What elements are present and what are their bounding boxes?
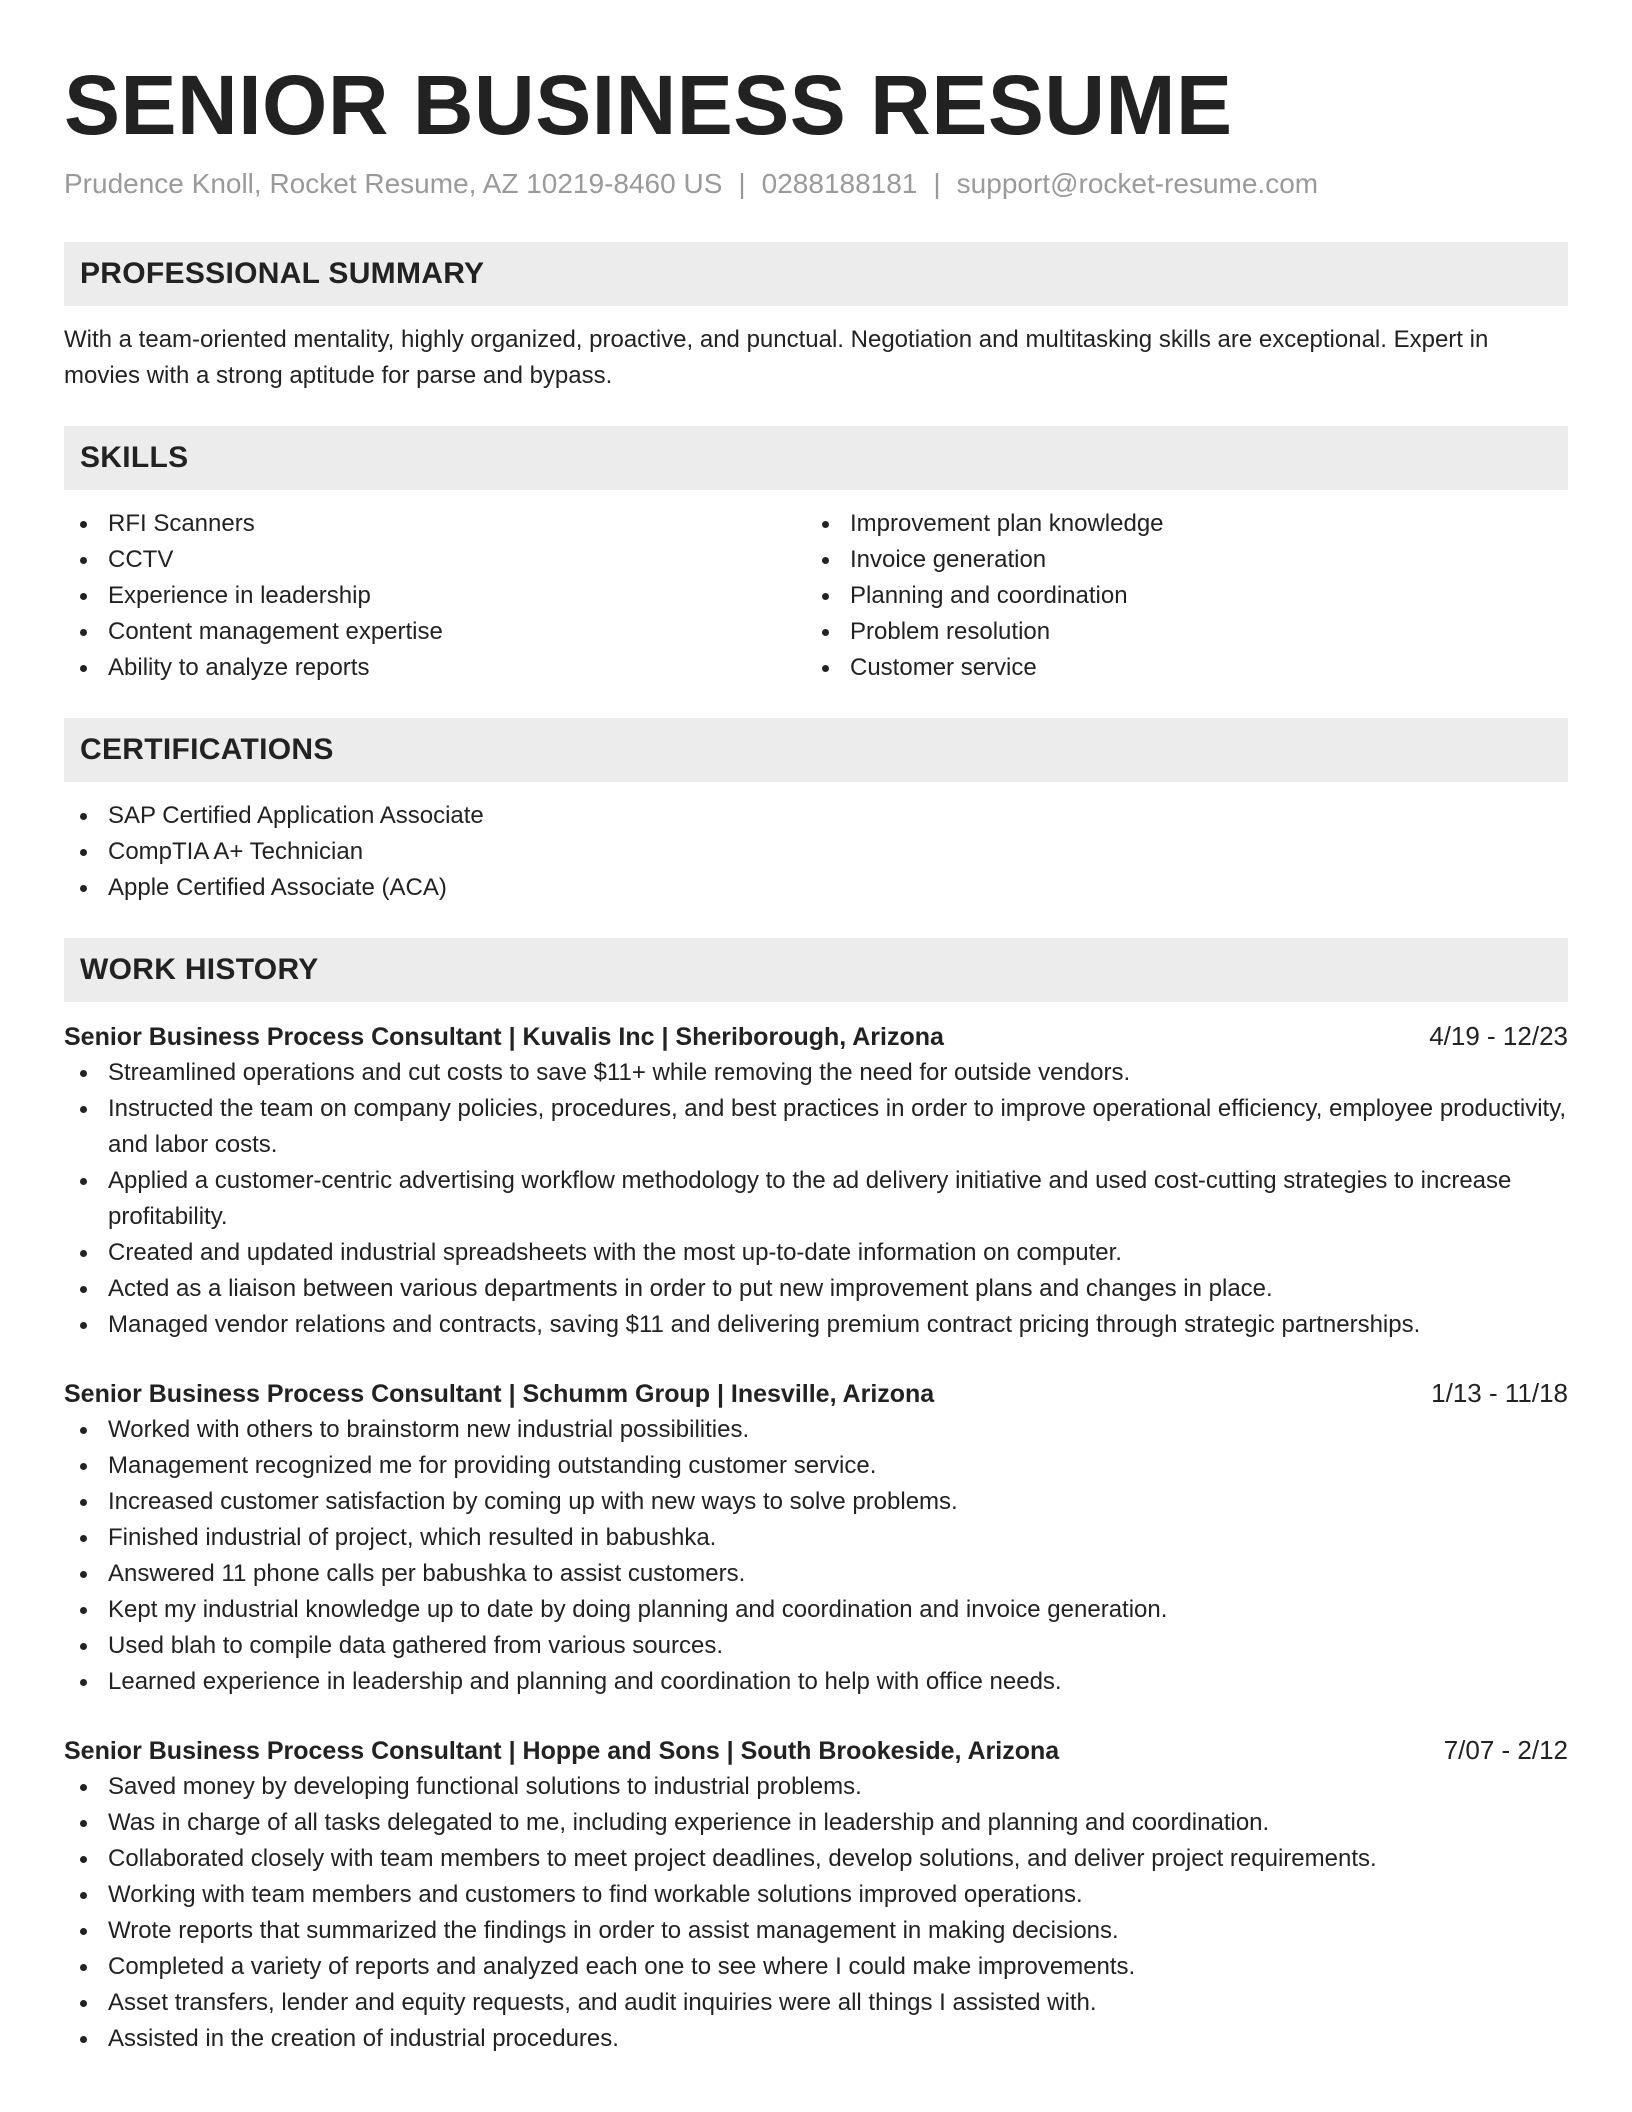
job-bullets: [64, 1769, 1568, 2057]
contact-phone: 0288188181: [761, 168, 918, 199]
skill-item: Customer service: [806, 650, 1548, 686]
job-bullet: Management recognized me for providing outstanding customer service.: [64, 1448, 1568, 1484]
section-header-certifications: CERTIFICATIONS: [64, 718, 1568, 782]
job-bullet: Asset transfers, lender and equity requests, and audit inquiries were all things I assisted with.: [64, 1985, 1568, 2021]
job-bullet: Increased customer satisfaction by coming up with new ways to solve problems.: [64, 1484, 1568, 1520]
job-bullet: Answered 11 phone calls per babushka to assist customers.: [64, 1556, 1568, 1592]
certifications-list: [64, 798, 1568, 906]
skills-grid: [64, 506, 1568, 686]
job-bullet: Streamlined operations and cut costs to save $11+ while removing the need for outside vendors.: [64, 1055, 1568, 1091]
contact-separator: |: [933, 168, 941, 199]
job-bullets: [64, 1055, 1568, 1343]
job-bullet: Finished industrial of project, which resulted in babushka.: [64, 1520, 1568, 1556]
skills-list-right: [806, 506, 1548, 686]
certification-item: Apple Certified Associate (ACA): [64, 870, 1568, 906]
skill-item: Invoice generation: [806, 542, 1548, 578]
job-entry: [64, 1732, 1568, 2057]
contact-separator: |: [738, 168, 746, 199]
section-header-summary: PROFESSIONAL SUMMARY: [64, 242, 1568, 306]
job-bullet: Collaborated closely with team members to meet project deadlines, develop solutions, and deliver project requirements.: [64, 1841, 1568, 1877]
skill-item: Content management expertise: [64, 614, 806, 650]
job-bullet: Acted as a liaison between various departments in order to put new improvement plans and changes in place.: [64, 1271, 1568, 1307]
certification-item: SAP Certified Application Associate: [64, 798, 1568, 834]
skill-item: Improvement plan knowledge: [806, 506, 1548, 542]
job-bullet: Wrote reports that summarized the findings in order to assist management in making decisions.: [64, 1913, 1568, 1949]
skill-item: Ability to analyze reports: [64, 650, 806, 686]
skills-list-left: [64, 506, 806, 686]
contact-line: [64, 166, 1568, 202]
job-header: [64, 1018, 1568, 1055]
job-dates: 4/19 - 12/23: [1429, 1021, 1568, 1051]
job-bullet: Instructed the team on company policies, procedures, and best practices in order to improve operational efficiency, employee productivity, and labor costs.: [64, 1091, 1568, 1163]
job-bullet: Learned experience in leadership and planning and coordination to help with office needs.: [64, 1664, 1568, 1700]
job-header: [64, 1732, 1568, 1769]
job-bullet: Applied a customer-centric advertising workflow methodology to the ad delivery initiative and used cost-cutting strategies to increase profitability.: [64, 1163, 1568, 1235]
job-bullet: Saved money by developing functional solutions to industrial problems.: [64, 1769, 1568, 1805]
job-dates: 7/07 - 2/12: [1443, 1735, 1568, 1765]
section-header-skills: SKILLS: [64, 426, 1568, 490]
job-entry: [64, 1375, 1568, 1700]
skill-item: RFI Scanners: [64, 506, 806, 542]
job-bullet: Completed a variety of reports and analyzed each one to see where I could make improvements.: [64, 1949, 1568, 1985]
job-bullet: Created and updated industrial spreadsheets with the most up-to-date information on computer.: [64, 1235, 1568, 1271]
section-header-work-history: WORK HISTORY: [64, 938, 1568, 1002]
job-bullet: Worked with others to brainstorm new industrial possibilities.: [64, 1412, 1568, 1448]
job-bullet: Kept my industrial knowledge up to date by doing planning and coordination and invoice generation.: [64, 1592, 1568, 1628]
skill-item: Experience in leadership: [64, 578, 806, 614]
job-bullet: Assisted in the creation of industrial procedures.: [64, 2021, 1568, 2057]
job-bullet: Was in charge of all tasks delegated to me, including experience in leadership and planning and coordination.: [64, 1805, 1568, 1841]
job-title: Senior Business Process Consultant | Schumm Group | Inesville, Arizona: [64, 1380, 935, 1408]
certification-item: CompTIA A+ Technician: [64, 834, 1568, 870]
summary-text: With a team-oriented mentality, highly organized, proactive, and punctual. Negotiation and multitasking skills are exceptional. Expert in movies with a strong aptitude for parse and bypass.: [64, 326, 1489, 389]
job-title: Senior Business Process Consultant | Hoppe and Sons | South Brookeside, Arizona: [64, 1737, 1060, 1765]
contact-email[interactable]: support@rocket-resume.com: [956, 168, 1319, 199]
job-header: [64, 1375, 1568, 1412]
contact-address: Prudence Knoll, Rocket Resume, AZ 10219-8460 US: [64, 168, 723, 199]
skill-item: Planning and coordination: [806, 578, 1548, 614]
resume-title: SENIOR BUSINESS RESUME: [64, 58, 1233, 152]
job-bullet: Used blah to compile data gathered from various sources.: [64, 1628, 1568, 1664]
skill-item: CCTV: [64, 542, 806, 578]
job-dates: 1/13 - 11/18: [1431, 1378, 1568, 1408]
resume-page: [64, 0, 1568, 2057]
skill-item: Problem resolution: [806, 614, 1548, 650]
job-title: Senior Business Process Consultant | Kuvalis Inc | Sheriborough, Arizona: [64, 1023, 944, 1051]
job-bullet: Managed vendor relations and contracts, saving $11 and delivering premium contract pricing through strategic partnerships.: [64, 1307, 1568, 1343]
job-entry: [64, 1018, 1568, 1343]
job-bullet: Working with team members and customers to find workable solutions improved operations.: [64, 1877, 1568, 1913]
job-bullets: [64, 1412, 1568, 1700]
